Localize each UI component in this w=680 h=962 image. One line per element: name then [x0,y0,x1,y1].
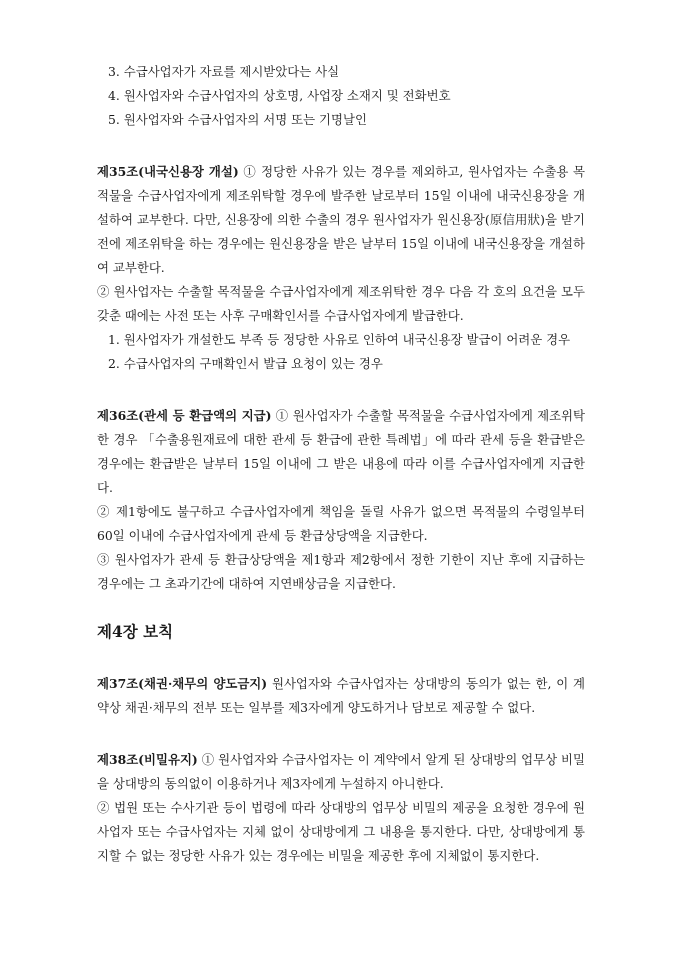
list-item: 5. 원사업자와 수급사업자의 서명 또는 기명날인 [108,112,367,127]
article-paragraph: 제37조(채권·채무의 양도금지) 원사업자와 수급사업자는 상대방의 동의가 없는 한, 이 계약상 채권·채무의 전부 또는 일부를 제3자에게 양도하거나 담보로 제공할 수 없다. [97,676,585,715]
article-paragraph: 제35조(내국신용장 개설) ① 정당한 사유가 있는 경우를 제외하고, 원사업자는 수출용 목적물을 수급사업자에게 제조위탁할 경우에 발주한 날로부터 15일 이내에 내국신용장을 개설하여 교부한다. 다만, 신용장에 의한 수출의 경우 원사업자가 원신용장(原信用狀)을 받기 전에 제조위탁을 하는 경우에는 원신용장을 받은 날부터 15일 이내에 내국신용장을 개설하여 교부한다. [97,164,585,275]
list-item: 2. 수급사업자의 구매확인서 발급 요청이 있는 경우 [108,356,383,371]
article-paragraph: ③ 원사업자가 관세 등 환급상당액을 제1항과 제2항에서 정한 기한이 지난 후에 지급하는 경우에는 그 초과기간에 대하여 지연배상금을 지급한다. [97,552,585,591]
list-item: 4. 원사업자와 수급사업자의 상호명, 사업장 소재지 및 전화번호 [108,88,451,103]
list-item: 3. 수급사업자가 자료를 제시받았다는 사실 [108,64,340,79]
article-title: 제38조(비밀유지) [97,752,198,767]
article-35 [97,160,585,376]
article-paragraph: 제38조(비밀유지) ① 원사업자와 수급사업자는 이 계약에서 알게 된 상대방의 업무상 비밀을 상대방의 동의없이 이용하거나 제3자에게 누설하지 아니한다. [97,752,585,791]
article-paragraph: ② 제1항에도 불구하고 수급사업자에게 책임을 돌릴 사유가 없으면 목적물의 수령일부터 60일 이내에 수급사업자에게 관세 등 환급상당액을 지급한다. [97,504,585,543]
article-paragraph: ② 원사업자는 수출할 목적물을 수급사업자에게 제조위탁한 경우 다음 각 호의 요건을 모두 갖춘 때에는 사전 또는 사후 구매확인서를 수급사업자에게 발급한다. [97,284,585,323]
article-37 [97,672,585,720]
article-title: 제36조(관세 등 환급액의 지급) [97,408,272,423]
article-title: 제37조(채권·채무의 양도금지) [97,676,268,691]
article-36 [97,404,585,596]
article-paragraph: 제36조(관세 등 환급액의 지급) ① 원사업자가 수출할 목적물을 수급사업자에게 제조위탁한 경우 「수출용원재료에 대한 관세 등 환급에 관한 특례법」에 따라 관세 등을 환급받은 경우에는 환급받은 날부터 15일 이내에 그 받은 내용에 따라 이를 수급사업자에게 지급한다. [97,408,585,495]
article-title: 제35조(내국신용장 개설) [97,164,239,179]
document-body [97,60,585,868]
article-paragraph: ② 법원 또는 수사기관 등이 법령에 따라 상대방의 업무상 비밀의 제공을 요청한 경우에 원사업자 또는 수급사업자는 지체 없이 상대방에게 그 내용을 통지한다. 다만, 상대방에게 통지할 수 없는 정당한 사유가 있는 경우에는 비밀을 제공한 후에 지체없이 통지한다. [97,800,585,863]
list-item: 1. 원사업자가 개설한도 부족 등 정당한 사유로 인하여 내국신용장 발급이 어려운 경우 [108,332,571,347]
article-38 [97,748,585,868]
chapter-title: 제4장 보칙 [97,622,174,641]
